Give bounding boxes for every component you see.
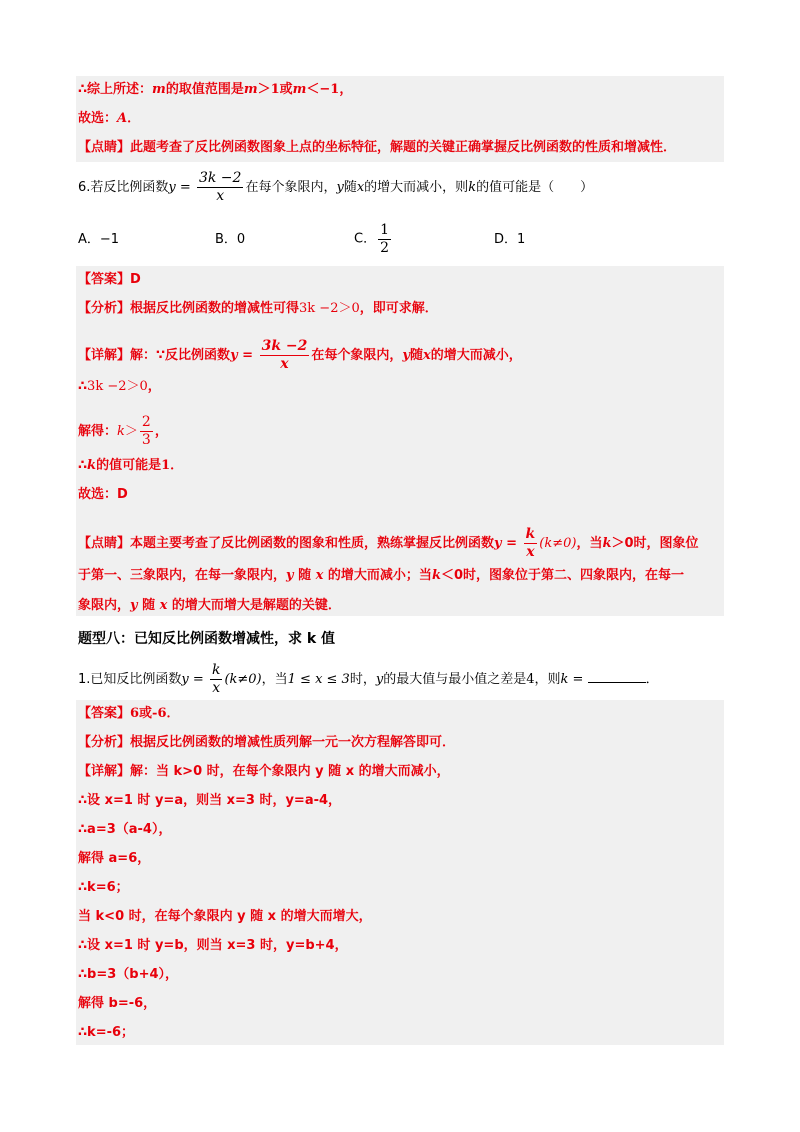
q6-comment-line-3: 象限内，y 随 x 的增大而增大是解题的关键． xyxy=(78,598,341,613)
option-a[interactable]: A．−1 xyxy=(78,232,120,247)
section-heading: 题型八：已知反比例函数增减性，求 k 值 xyxy=(78,631,336,647)
choice-line-top: 故选：A． xyxy=(78,111,141,126)
q1-detail-line-5: 当 k<0 时，在每个象限内 y 随 x 的增大而增大， xyxy=(78,909,372,924)
conclusion-line: ∴综上所述：m的取值范围是m＞1或m＜−1， xyxy=(78,82,353,97)
q1-detail-line-1: ∴设 x=1 时 y=a，则当 x=3 时，y=a-4， xyxy=(78,793,342,808)
q1-detail-line-0: 【详解】解：当 k>0 时，在每个象限内 y 随 x 的增大而减小， xyxy=(78,764,450,779)
q6-choice: 故选：D xyxy=(78,487,128,502)
option-b[interactable]: B．0 xyxy=(215,232,246,247)
option-d[interactable]: D．1 xyxy=(494,232,526,247)
q1-detail-line-3: 解得 a=6， xyxy=(78,851,151,866)
comment-line-top: 【点睛】此题考查了反比例函数图象上点的坐标特征，解题的关键正确掌握反比例函数的性质和增减性． xyxy=(78,140,677,155)
q6-step-2: 解得：k＞ $\frac{2}{3}$ ， xyxy=(78,414,168,448)
question-6-stem: 6.若反比例函数y = $\frac{3k -2}{x}$ 在每个象限内，y随x的增大而减小，则k的值可能是（ ） xyxy=(78,170,594,204)
option-c[interactable]: C． $\frac{1}{2}$ xyxy=(354,222,389,256)
q6-comment-line-2: 于第一、三象限内，在每一象限内，y 随 x 的增大而减小；当k＜0时，图象位于第二、四象限内，在每一 xyxy=(78,568,684,583)
q6-step-1: ∴3k −2＞0， xyxy=(78,379,161,394)
q6-comment-line-1: 【点睛】本题主要考查了反比例函数的图象和性质，熟练掌握反比例函数y = $\frac{k}{x}$ (k≠0)，当k＞0时，图象位 xyxy=(78,526,699,560)
question-1-stem: 1.已知反比例函数y = $\frac{k}{x}$ (k≠0)，当1 ≤ x ≤ 3时，y的最大值与最小值之差是4，则k = ． xyxy=(78,662,659,696)
q1-analysis: 【分析】根据反比例函数的增减性质列解一元一次方程解答即可． xyxy=(78,735,456,750)
q1-detail-line-8: 解得 b=-6， xyxy=(78,996,157,1011)
answer-blank[interactable] xyxy=(588,670,646,683)
q1-detail-line-7: ∴b=3（b+4）， xyxy=(78,967,179,982)
q6-detail: 【详解】解：∵反比例函数y = $\frac{3k -2}{x}$ 在每个象限内，y随x的增大而减小， xyxy=(78,338,522,372)
q6-answer: 【答案】D xyxy=(78,272,141,287)
q1-detail-line-9: ∴k=-6； xyxy=(78,1025,135,1040)
q1-detail-line-6: ∴设 x=1 时 y=b，则当 x=3 时，y=b+4， xyxy=(78,938,348,953)
q6-step-3: ∴k的值可能是1． xyxy=(78,458,184,473)
fraction: $\frac{3k -2}{x}$ xyxy=(198,170,242,204)
q1-answer: 【答案】6或-6． xyxy=(78,706,180,721)
q1-detail-line-4: ∴k=6； xyxy=(78,880,129,895)
q6-analysis: 【分析】根据反比例函数的增减性可得3k −2＞0，即可求解． xyxy=(78,301,438,316)
q1-detail-line-2: ∴a=3（a-4）， xyxy=(78,822,172,837)
